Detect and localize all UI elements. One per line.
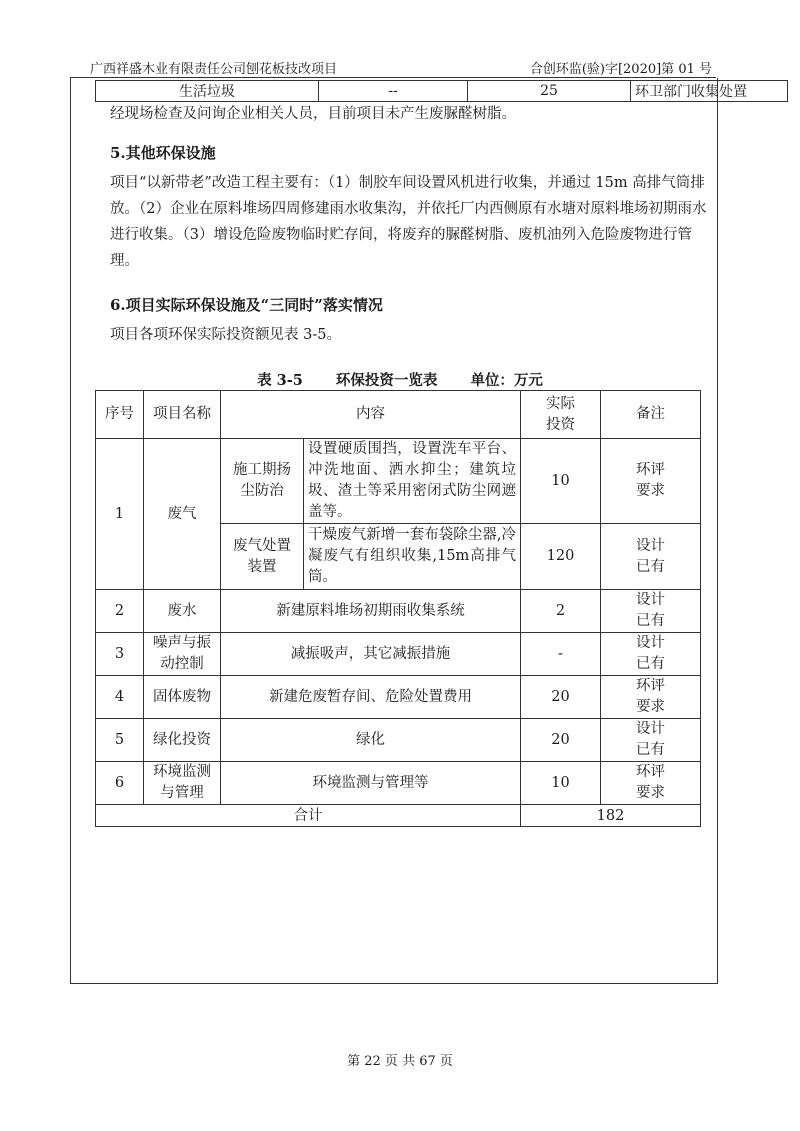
cell-content: 设置硬质围挡，设置洗车平台、冲洗地面、洒水抑尘；建筑垃圾、渣土等采用密闭式防尘网遮盖等。 <box>304 439 521 524</box>
page-header-left: 广西祥盛木业有限责任公司刨花板技改项目 <box>90 62 338 77</box>
table-total-row <box>96 805 701 827</box>
cell-invest: 120 <box>521 524 601 590</box>
cell-sub: 施工期扬尘防治 <box>221 439 304 524</box>
section-5-heading: 5.其他环保设施 <box>110 144 216 162</box>
section-5-body: 项目“以新带老”改造工程主要有：（1）制胶车间设置风机进行收集，并通过 15m 高排气筒排放。（2）企业在原料堆场四周修建雨水收集沟，并依托厂内西侧原有水塘对原料堆场初期雨水进行收集。（3）增设危险废物临时贮存间，将废弃的脲醛树脂、废机油列入危险废物进行管理。 <box>110 175 707 269</box>
page-header-right: 合创环监(验)字[2020]第 01 号 <box>529 62 712 77</box>
section-6-body: 项目各项环保实际投资额见表 3-5。 <box>110 327 341 343</box>
header-invest: 实际投资 <box>521 391 601 439</box>
cell-remark: 环评要求 <box>601 439 701 524</box>
cell-name: 废水 <box>144 590 221 633</box>
header-name: 项目名称 <box>144 391 221 439</box>
cell-name: 生活垃圾 <box>96 81 319 102</box>
header-content: 内容 <box>221 391 521 439</box>
cell-content: 新建危废暂存间、危险处置费用 <box>221 676 521 719</box>
cell-content: 新建原料堆场初期雨收集系统 <box>221 590 521 633</box>
cell-no: 3 <box>96 633 144 676</box>
cell-name: 绿化投资 <box>144 719 221 762</box>
cell-remark: 设计已有 <box>601 633 701 676</box>
cell-invest: 20 <box>521 676 601 719</box>
cell-no: 4 <box>96 676 144 719</box>
cell-value: 环卫部门收集处置 <box>631 81 788 102</box>
table-row <box>96 762 701 805</box>
cell-remark: 设计已有 <box>601 719 701 762</box>
table-row <box>96 590 701 633</box>
cell-invest: 10 <box>521 439 601 524</box>
cell-content: 减振吸声，其它减振措施 <box>221 633 521 676</box>
note-paragraph: 经现场检查及问询企业相关人员，目前项目未产生废脲醛树脂。 <box>110 106 516 122</box>
cell-remark: 环评要求 <box>601 676 701 719</box>
table-row <box>96 81 788 102</box>
header-remark: 备注 <box>601 391 701 439</box>
cell-value: 25 <box>468 81 631 102</box>
table-row <box>96 676 701 719</box>
header-no: 序号 <box>96 391 144 439</box>
table-header-row <box>96 391 701 439</box>
cell-value: -- <box>319 81 468 102</box>
total-value: 182 <box>521 805 701 827</box>
table-row <box>96 633 701 676</box>
cell-invest: - <box>521 633 601 676</box>
total-label: 合计 <box>96 805 521 827</box>
section-6-heading: 6.项目实际环保设施及“三同时”落实情况 <box>110 296 383 314</box>
cell-no: 2 <box>96 590 144 633</box>
previous-table-fragment <box>95 80 788 102</box>
cell-remark: 设计已有 <box>601 590 701 633</box>
cell-name: 固体废物 <box>144 676 221 719</box>
table-title: 环保投资一览表 <box>335 372 438 389</box>
page-number: 第 22 页 共 67 页 <box>347 1054 453 1069</box>
cell-no: 5 <box>96 719 144 762</box>
cell-no: 1 <box>96 439 144 590</box>
cell-content: 绿化 <box>221 719 521 762</box>
investment-table <box>95 390 701 827</box>
cell-invest: 20 <box>521 719 601 762</box>
cell-invest: 2 <box>521 590 601 633</box>
cell-content: 干燥废气新增一套布袋除尘器,冷凝废气有组织收集,15m高排气筒。 <box>304 524 521 590</box>
table-row <box>96 439 701 524</box>
table-unit: 单位：万元 <box>470 372 543 389</box>
cell-sub: 废气处置装置 <box>221 524 304 590</box>
cell-content: 环境监测与管理等 <box>221 762 521 805</box>
cell-invest: 10 <box>521 762 601 805</box>
table-number: 表 3-5 <box>257 372 303 389</box>
table-caption <box>0 369 800 390</box>
cell-no: 6 <box>96 762 144 805</box>
cell-name: 废气 <box>144 439 221 590</box>
cell-remark: 设计已有 <box>601 524 701 590</box>
cell-remark: 环评要求 <box>601 762 701 805</box>
table-row <box>96 719 701 762</box>
cell-name: 噪声与振动控制 <box>144 633 221 676</box>
cell-name: 环境监测与管理 <box>144 762 221 805</box>
